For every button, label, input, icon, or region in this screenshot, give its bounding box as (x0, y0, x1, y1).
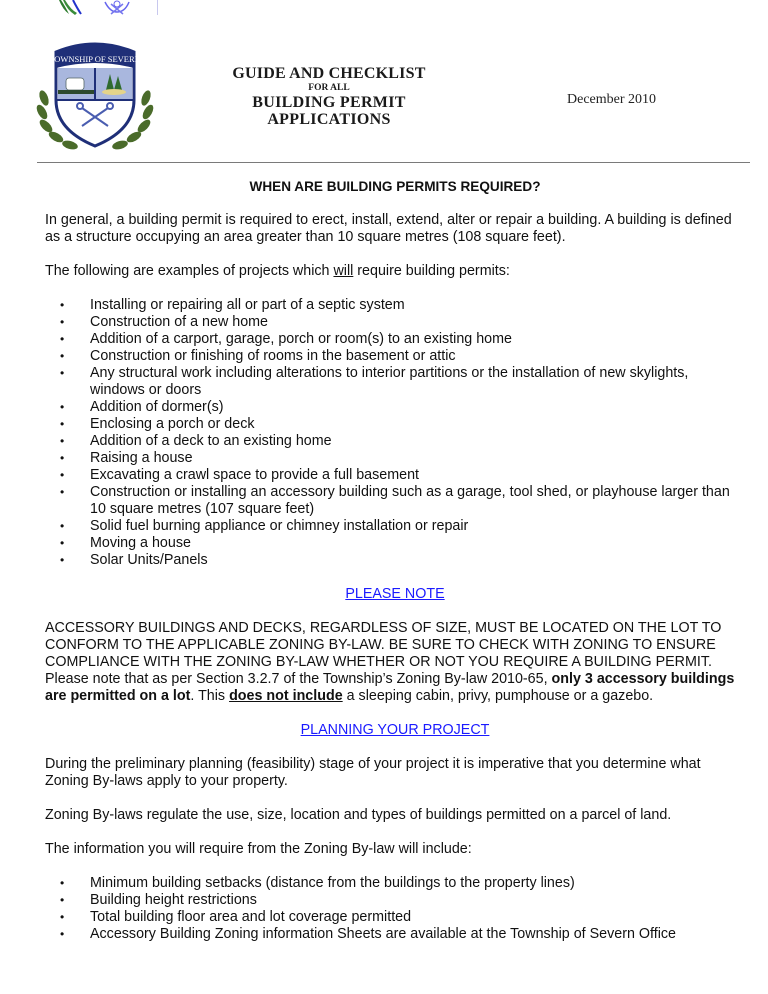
list-item: • Raising a house (45, 450, 745, 467)
list-item: • Building height restrictions (45, 892, 745, 909)
list-item: • Enclosing a porch or deck (45, 416, 745, 433)
zoning-info-list (45, 875, 745, 943)
township-crest-logo (30, 38, 160, 156)
title-line-2: FOR ALL (308, 83, 350, 93)
list-item: • Total building floor area and lot coverage permitted (45, 909, 745, 926)
list-item: • Any structural work including alterations to interior partitions or the installation of new skylights, windows or doors (45, 365, 745, 399)
document-date: December 2010 (567, 92, 657, 107)
section-heading-permits-required: WHEN ARE BUILDING PERMITS REQUIRED? (249, 179, 541, 194)
accessory-limit-emphasis: only 3 accessory buildings are permitted on a lot (45, 671, 735, 704)
document-body (45, 178, 745, 943)
document-title (198, 64, 460, 128)
list-item: • Minimum building setbacks (distance from the buildings to the property lines) (45, 875, 745, 892)
logo-divider (157, 0, 158, 15)
intro-paragraph: In general, a building permit is required to erect, install, extend, alter or repair a building. A building is defined as a structure occupying an area greater than 10 square metres (108 square feet). (45, 212, 732, 245)
planning-your-project-link[interactable]: PLANNING YOUR PROJECT (300, 722, 490, 738)
examples-intro: The following are examples of projects which will require building permits: (45, 263, 510, 279)
partner-logos (55, 0, 165, 16)
list-item: • Addition of a carport, garage, porch or room(s) to an existing home (45, 331, 745, 348)
list-item: • Addition of dormer(s) (45, 399, 745, 416)
list-item: • Accessory Building Zoning information Sheets are available at the Township of Severn Office (45, 926, 745, 943)
list-item: • Excavating a crawl space to provide a full basement (45, 467, 745, 484)
list-item: • Installing or repairing all or part of a septic system (45, 297, 745, 314)
list-item: • Construction of a new home (45, 314, 745, 331)
header-divider (37, 162, 750, 163)
planning-paragraph-2: Zoning By-laws regulate the use, size, location and types of buildings permitted on a parcel of land. (45, 807, 672, 823)
planning-paragraph-1: During the preliminary planning (feasibility) stage of your project it is imperative that you determine what Zoning By-laws apply to your property. (45, 756, 701, 789)
list-item: • Addition of a deck to an existing home (45, 433, 745, 450)
planning-paragraph-3: The information you will require from the Zoning By-law will include: (45, 841, 472, 857)
title-line-1: GUIDE AND CHECKLIST (232, 65, 426, 82)
title-line-4: APPLICATIONS (267, 111, 391, 128)
list-item: • Construction or installing an accessory building such as a garage, tool shed, or playhouse larger than 10 square metres (107 square feet) (45, 484, 745, 518)
please-note-link[interactable]: PLEASE NOTE (345, 586, 445, 602)
permit-required-list (45, 297, 745, 569)
list-item: • Solar Units/Panels (45, 552, 745, 569)
list-item: • Solid fuel burning appliance or chimney installation or repair (45, 518, 745, 535)
note-paragraph: ACCESSORY BUILDINGS AND DECKS, REGARDLESS OF SIZE, MUST BE LOCATED ON THE LOT TO CONFORM TO THE APPLICABLE ZONING BY-LAW. BE SURE TO CHECK WITH ZONING TO ENSURE COMPLIANCE WITH THE ZONING BY-LAW WHETHER OR NOT YOU REQUIRE A BUILDING PERMIT. Please note that as per Section 3.2.7 of the Township’s Zoning By-law 2010-65, only 3 accessory buildings are permitted on a lot. This does not include a sleeping cabin, privy, pumphouse or a gazebo. (45, 620, 735, 704)
list-item: • Construction or finishing of rooms in the basement or attic (45, 348, 745, 365)
does-not-include-emphasis: does not include (229, 688, 343, 704)
list-item: • Moving a house (45, 535, 745, 552)
svg-text:TOWNSHIP OF SEVERN: TOWNSHIP OF SEVERN (49, 54, 141, 64)
will-emphasis: will (333, 263, 354, 279)
title-line-3: BUILDING PERMIT (252, 94, 406, 111)
